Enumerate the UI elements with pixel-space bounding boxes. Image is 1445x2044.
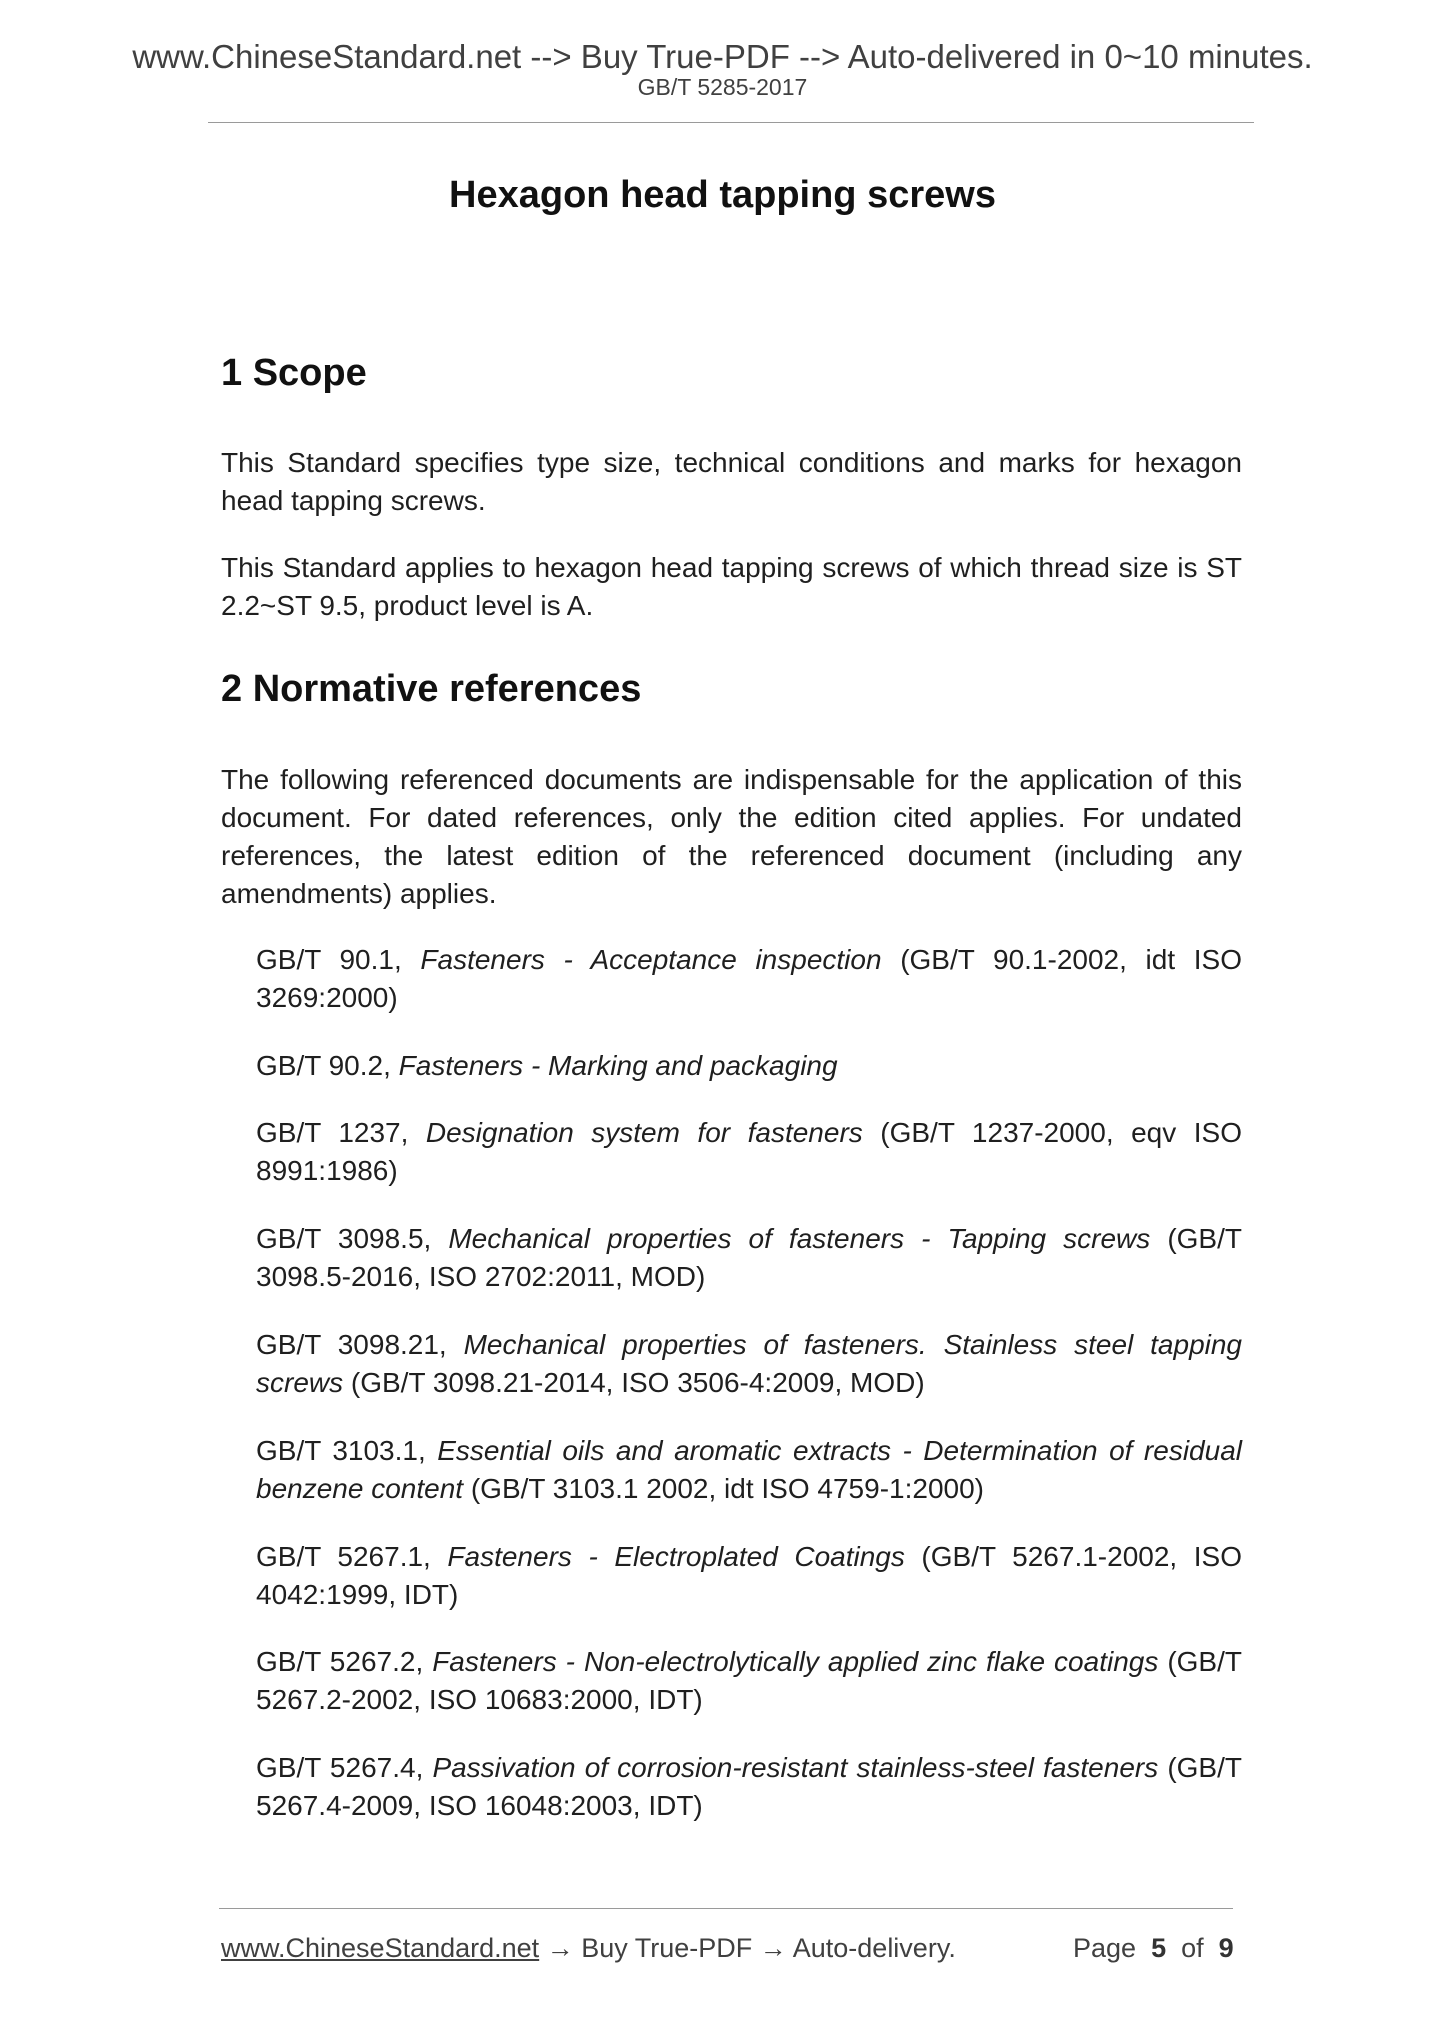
reference-item: GB/T 90.2, Fasteners - Marking and packaging — [256, 1050, 838, 1081]
footer-tagline: → Buy True-PDF → Auto-delivery. — [539, 1933, 956, 1963]
section-1-heading: 1 Scope — [221, 352, 367, 394]
page-indicator: Page 5 of 9 — [1073, 1933, 1234, 1963]
section-2-heading: 2 Normative references — [221, 668, 642, 710]
scope-paragraph-2: This Standard applies to hexagon head tapping screws of which thread size is ST 2.2~ST 9.5, product level is A. — [221, 552, 1242, 621]
reference-item: GB/T 5267.2, Fasteners - Non-electrolytically applied zinc flake coatings (GB/T 5267.2-2002, ISO 10683:2000, IDT) — [256, 1646, 1242, 1715]
footer-site-link[interactable]: www.ChineseStandard.net — [221, 1933, 540, 1963]
reference-item: GB/T 90.1, Fasteners - Acceptance inspection (GB/T 90.1-2002, idt ISO 3269:2000) — [256, 944, 1242, 1013]
reference-item: GB/T 3098.21, Mechanical properties of fasteners. Stainless steel tapping screws (GB/T 3098.21-2014, ISO 3506-4:2009, MOD) — [256, 1329, 1242, 1398]
document-title: Hexagon head tapping screws — [449, 174, 996, 216]
reference-item: GB/T 3098.5, Mechanical properties of fasteners - Tapping screws (GB/T 3098.5-2016, ISO 2702:2011, MOD) — [256, 1223, 1242, 1292]
header-divider — [208, 122, 1254, 123]
reference-item: GB/T 1237, Designation system for fasteners (GB/T 1237-2000, eqv ISO 8991:1986) — [256, 1117, 1242, 1186]
reference-item: GB/T 5267.1, Fasteners - Electroplated Coatings (GB/T 5267.1-2002, ISO 4042:1999, IDT) — [256, 1541, 1242, 1610]
footer-left — [221, 1932, 956, 1964]
header-banner: www.ChineseStandard.net --> Buy True-PDF --> Auto-delivered in 0~10 minutes. — [132, 38, 1313, 75]
footer-divider — [219, 1908, 1233, 1909]
normative-references-intro: The following referenced documents are indispensable for the application of this document. For dated references, only the edition cited applies. For undated references, the latest edition of the referenced document (including any amendments) applies. — [221, 764, 1242, 909]
reference-item: GB/T 5267.4, Passivation of corrosion-resistant stainless-steel fasteners (GB/T 5267.4-2009, ISO 16048:2003, IDT) — [256, 1752, 1242, 1821]
standard-code: GB/T 5285-2017 — [637, 74, 808, 100]
scope-paragraph-1: This Standard specifies type size, technical conditions and marks for hexagon head tapping screws. — [221, 447, 1242, 516]
reference-item: GB/T 3103.1, Essential oils and aromatic extracts - Determination of residual benzene content (GB/T 3103.1 2002, idt ISO 4759-1:2000) — [256, 1435, 1242, 1504]
